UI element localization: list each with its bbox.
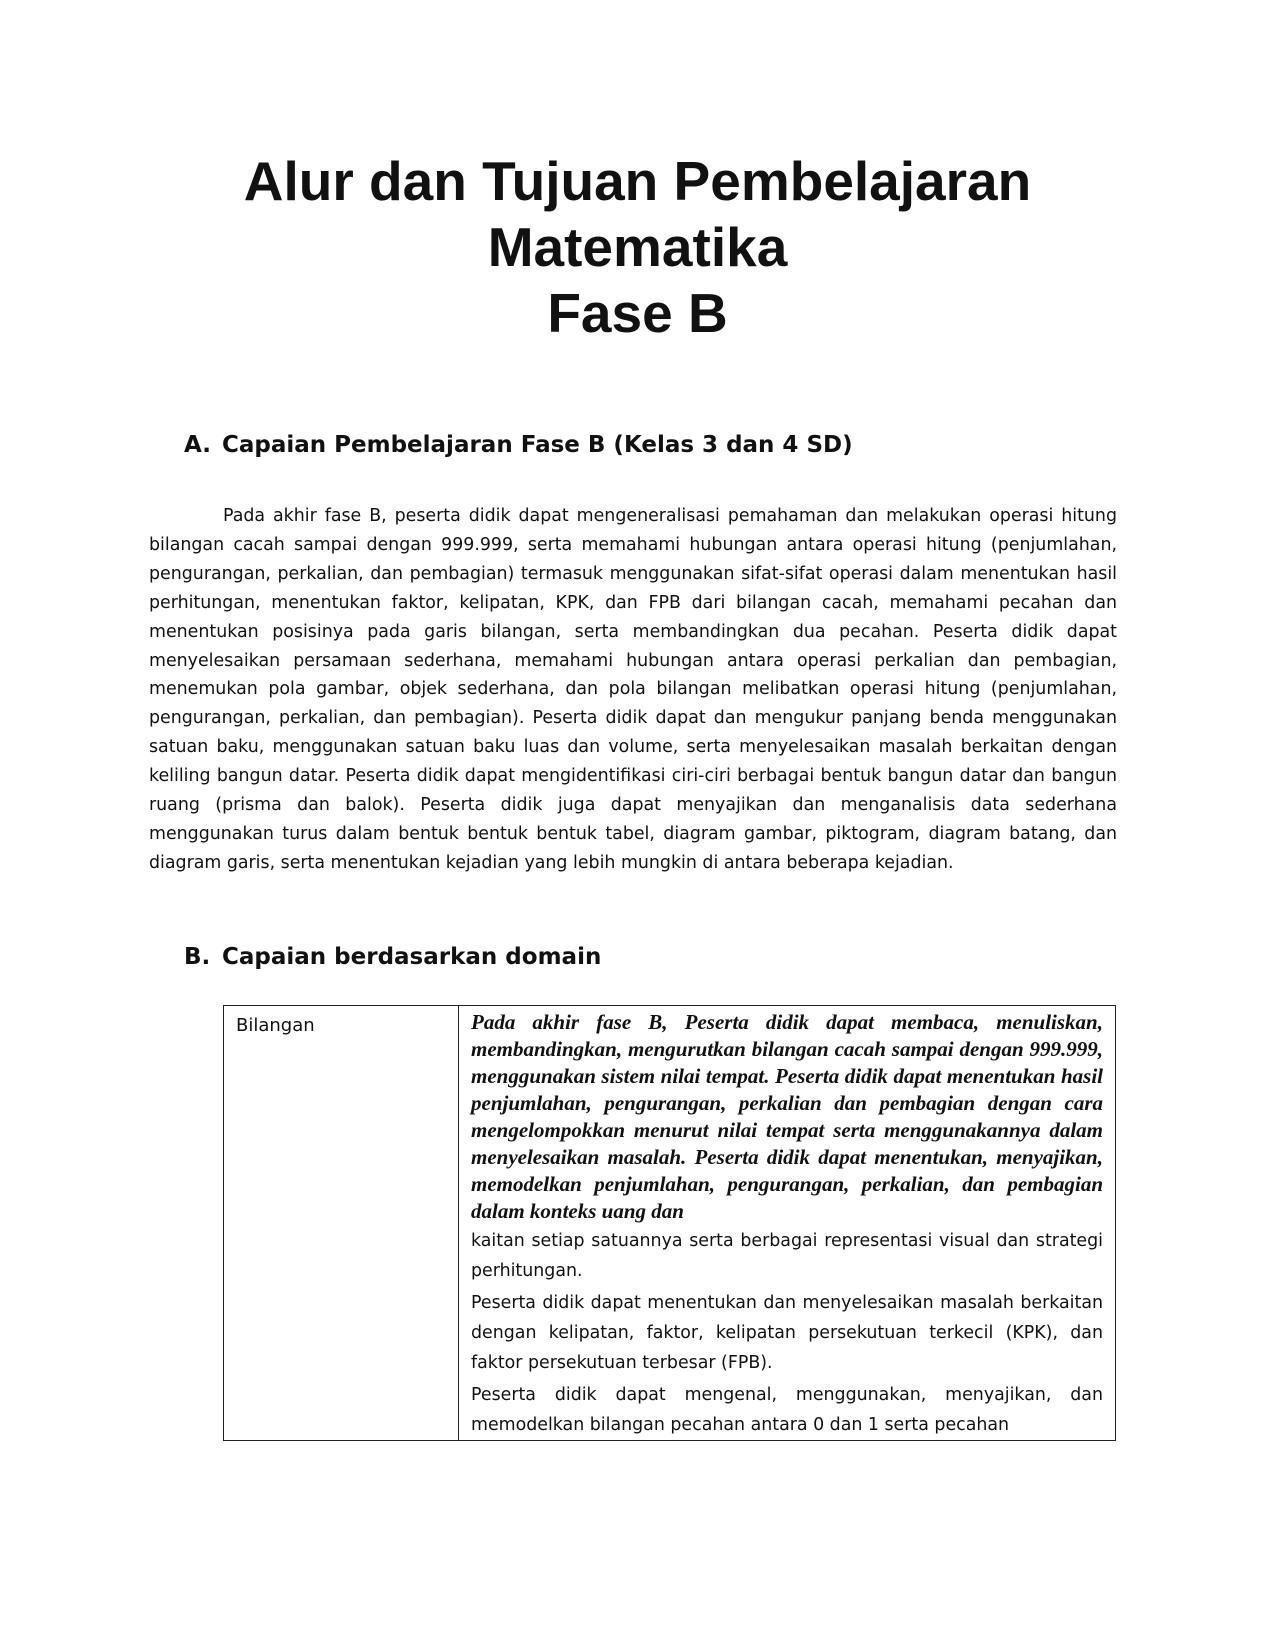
domain-content-cell [459,1006,1116,1441]
domain-paragraph-2: Peserta didik dapat menentukan dan menyelesaikan masalah berkaitan dengan kelipatan, faktor, kelipatan persekutuan terkecil (KPK), dan faktor persekutuan terbesar (FPB). [471,1293,1103,1373]
domain-paragraph-3: Peserta didik dapat mengenal, menggunakan, menyajikan, dan memodelkan bilangan pecahan antara 0 dan 1 serta pecahan [471,1385,1103,1435]
section-a-letter: A. [184,432,211,458]
domain-table [223,1005,1116,1441]
section-b-heading-text: Capaian berdasarkan domain [222,944,602,970]
domain-label-cell: Bilangan [224,1006,459,1441]
title-line-3: Fase B [547,282,728,344]
section-a-paragraph: Pada akhir fase B, peserta didik dapat mengeneralisasi pemahaman dan melakukan operasi hitung bilangan cacah sampai dengan 999.999, serta memahami hubungan antara operasi hitung (penjumlahan, pengurangan, perkalian, dan pembagian) termasuk menggunakan sifat-sifat operasi dalam menentukan hasil perhitungan, menentukan faktor, kelipatan, KPK, dan FPB dari bilangan cacah, memahami pecahan dan menentukan posisinya pada garis bilangan, serta membandingkan dua pecahan. Peserta didik dapat menyelesaikan persamaan sederhana, memahami hubungan antara operasi perkalian dan pembagian, menemukan pola gambar, objek sederhana, dan pola bilangan melibatkan operasi hitung (penjumlahan, pengurangan, perkalian, dan pembagian). Peserta didik dapat dan mengukur panjang benda menggunakan satuan baku, menggunakan satuan baku luas dan volume, serta menyelesaikan masalah berkaitan dengan keliling bangun datar. Peserta didik dapat mengidentifikasi ciri-ciri berbagai bentuk bangun datar dan bangun ruang (prisma dan balok). Peserta didik juga dapat menyajikan dan menganalisis data sederhana menggunakan turus dalam bentuk bentuk bentuk tabel, diagram gambar, piktogram, diagram batang, dan diagram garis, serta menentukan kejadian yang lebih mungkin di antara beberapa kejadian. [149,506,1117,873]
document-title [0,148,1275,346]
domain-italic-text: Pada akhir fase B, Peserta didik dapat membaca, menuliskan, membandingkan, mengurutkan bilangan cacah sampai dengan 999.999, menggunakan sistem nilai tempat. Peserta didik dapat menentukan hasil penjumlahan, pengurangan, perkalian dan pembagian dengan cara mengelompokkan menurut nilai tempat serta menggunakannya dalam menyelesaikan masalah. Peserta didik dapat menentukan, menyajikan, memodelkan penjumlahan, pengurangan, perkalian, dan pembagian dalam konteks uang dan [471,1010,1103,1223]
title-line-1: Alur dan Tujuan Pembelajaran [243,150,1032,212]
table-row [224,1006,1116,1441]
section-b-letter: B. [184,944,211,970]
section-a-heading [184,432,853,458]
section-a-heading-text: Capaian Pembelajaran Fase B (Kelas 3 dan 4 SD) [222,432,853,458]
section-b-heading [184,944,601,970]
domain-paragraph-1: kaitan setiap satuannya serta berbagai representasi visual dan strategi perhitungan. [471,1231,1103,1281]
title-line-2: Matematika [487,216,788,278]
